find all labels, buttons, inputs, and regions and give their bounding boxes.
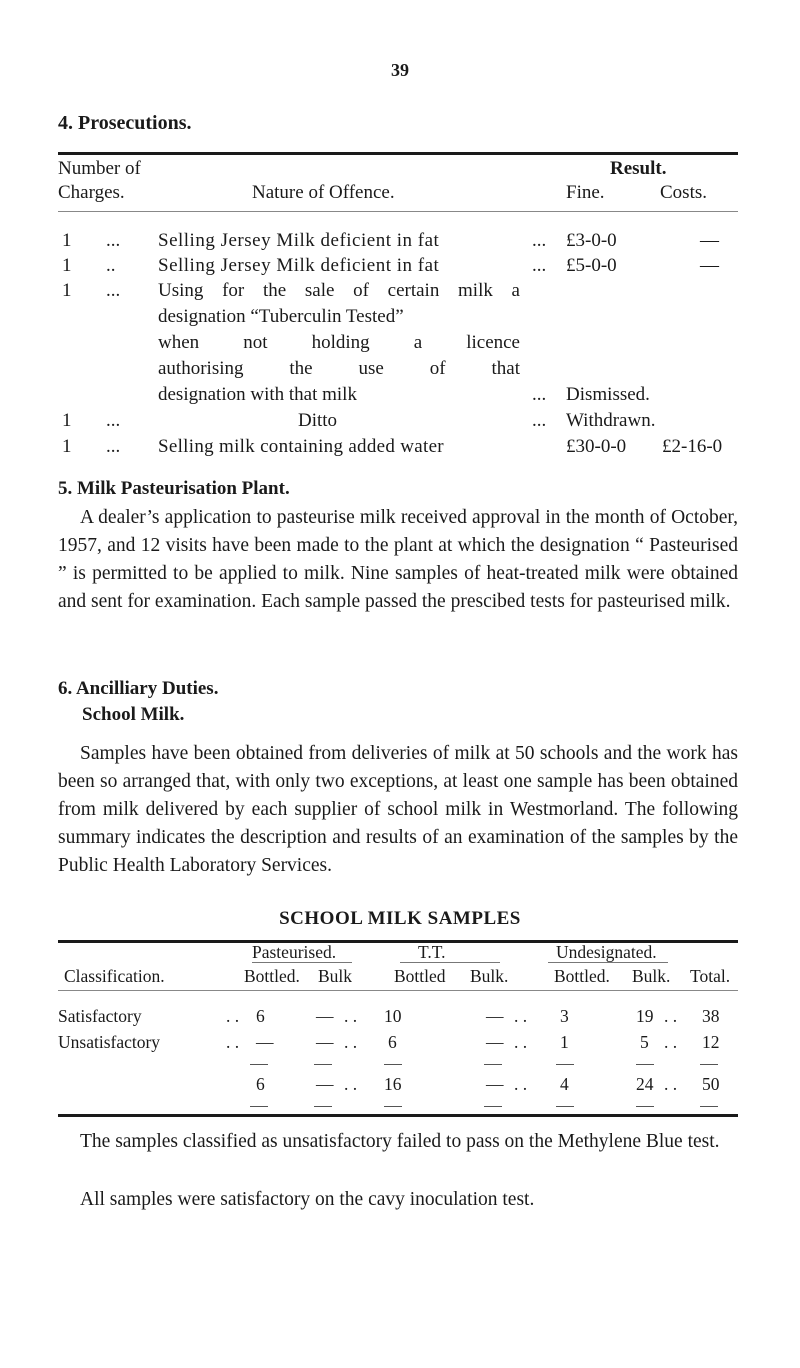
costs-header: Costs. (660, 182, 707, 203)
row-3-offence-line-4: authorising the use of that (158, 358, 520, 379)
pasteurised-header: Pasteurised. (252, 942, 337, 962)
number-of-header: Number of (58, 158, 141, 179)
sum-rule (700, 1064, 718, 1065)
samples-leader: . . (344, 1006, 358, 1026)
samples-leader: . . (664, 1032, 678, 1052)
total-rule (636, 1106, 654, 1107)
row-4-leader: ... (106, 410, 121, 431)
row-1-leader-2: ... (532, 230, 547, 251)
samples-leader: . . (226, 1006, 240, 1026)
satisfactory-u-bulk: 19 (636, 1006, 654, 1026)
row-2-fine: £5-0-0 (566, 255, 617, 276)
samples-leader: . . (226, 1032, 240, 1052)
total-t-bottled: 16 (384, 1074, 402, 1094)
row-3-leader: ... (106, 280, 121, 301)
samples-bottom-rule (58, 1114, 738, 1117)
sum-rule (384, 1064, 402, 1065)
total-p-bulk: — (316, 1074, 334, 1094)
row-3-count: 1 (62, 280, 72, 301)
total-u-bottled: 4 (560, 1074, 569, 1094)
total-rule (384, 1106, 402, 1107)
unsatisfactory-p-bottled: — (256, 1032, 274, 1052)
nature-header: Nature of Offence. (252, 182, 395, 203)
unsatisfactory-label: Unsatisfactory (58, 1032, 161, 1052)
row-2-leader: .. (106, 255, 116, 276)
t-bulk-header: Bulk. (470, 966, 509, 986)
prosecutions-heading: 4. Prosecutions. (58, 112, 192, 134)
row-4-leader-2: ... (532, 410, 547, 431)
row-3-offence-line-5: designation with that milk (158, 384, 357, 405)
tt-underline (400, 962, 500, 963)
row-1-leader: ... (106, 230, 121, 251)
p-bulk-header: Bulk (318, 966, 353, 986)
row-2-count: 1 (62, 255, 72, 276)
t-bottled-header: Bottled (394, 966, 446, 986)
row-3-offence-line-3: when not holding a licence (158, 332, 520, 353)
unsatisfactory-u-bulk: 5 (640, 1032, 649, 1052)
school-milk-subheading: School Milk. (82, 704, 185, 725)
row-1-offence: Selling Jersey Milk deficient in fat (158, 230, 440, 251)
sum-rule (636, 1064, 654, 1065)
total-rule (484, 1106, 502, 1107)
school-milk-title: SCHOOL MILK SAMPLES (279, 908, 521, 929)
unsatisfactory-t-bottled: 6 (388, 1032, 397, 1052)
pasteurised-underline (252, 962, 352, 963)
row-2-offence: Selling Jersey Milk deficient in fat (158, 255, 440, 276)
row-1-costs: — (700, 230, 719, 251)
cavy-note: All samples were satisfactory on the cavy inoculation test. (80, 1189, 535, 1210)
p-bottled-header: Bottled. (244, 966, 300, 986)
u-bulk-header: Bulk. (632, 966, 671, 986)
samples-header-rule (58, 990, 738, 991)
satisfactory-p-bottled: 6 (256, 1006, 265, 1026)
row-1-count: 1 (62, 230, 72, 251)
ancillary-heading: 6. Ancilliary Duties. (58, 678, 219, 699)
row-3-leader-2: ... (532, 384, 547, 405)
row-1-fine: £3-0-0 (566, 230, 617, 251)
samples-leader: . . (514, 1032, 528, 1052)
row-2-costs: — (700, 255, 719, 276)
sum-rule (484, 1064, 502, 1065)
row-4-result: Withdrawn. (566, 410, 656, 431)
undesignated-underline (548, 962, 668, 963)
fine-header: Fine. (566, 182, 605, 203)
tt-header: T.T. (418, 942, 446, 962)
unsatisfactory-t-bulk: — (486, 1032, 504, 1052)
charges-header: Charges. (58, 182, 125, 203)
table-top-rule (58, 152, 738, 155)
sum-rule (250, 1064, 268, 1065)
row-3-offence-line-1: Using for the sale of certain milk a (158, 280, 520, 301)
row-5-leader: ... (106, 436, 121, 457)
page-number: 39 (391, 60, 409, 80)
result-header: Result. (610, 158, 667, 179)
total-rule (556, 1106, 574, 1107)
total-rule (700, 1106, 718, 1107)
samples-leader: . . (344, 1074, 358, 1094)
row-2-leader-2: ... (532, 255, 547, 276)
satisfactory-t-bulk: — (486, 1006, 504, 1026)
samples-leader: . . (344, 1032, 358, 1052)
total-total: 50 (702, 1074, 720, 1094)
satisfactory-u-bottled: 3 (560, 1006, 569, 1026)
satisfactory-label: Satisfactory (58, 1006, 142, 1026)
unsatisfactory-u-bottled: 1 (560, 1032, 569, 1052)
row-3-offence-line-2: designation “Tuberculin Tested” (158, 306, 404, 327)
unsatisfactory-p-bulk: — (316, 1032, 334, 1052)
sum-rule (314, 1064, 332, 1065)
total-t-bulk: — (486, 1074, 504, 1094)
row-3-result: Dismissed. (566, 384, 650, 405)
samples-leader: . . (514, 1074, 528, 1094)
classification-header: Classification. (64, 966, 165, 986)
total-header: Total. (690, 966, 731, 986)
unsatisfactory-total: 12 (702, 1032, 720, 1052)
ancillary-paragraph: Samples have been obtained from deliveries of milk at 50 schools and the work has been so arranged that, with only two exceptions, at least one sample has been obtained from milk delivered by each supplier of school milk in Westmorland. The following summary indicates the description and results of an examination of the samples by the Public Health Laboratory Services. (58, 743, 738, 876)
row-5-costs: £2-16-0 (662, 436, 723, 457)
header-rule (58, 211, 738, 212)
satisfactory-t-bottled: 10 (384, 1006, 402, 1026)
sum-rule (556, 1064, 574, 1065)
row-5-count: 1 (62, 436, 72, 457)
row-5-fine: £30-0-0 (566, 436, 627, 457)
total-u-bulk: 24 (636, 1074, 654, 1094)
methylene-note: The samples classified as unsatisfactory failed to pass on the Methylene Blue test. (80, 1131, 720, 1152)
row-5-offence: Selling milk containing added water (158, 436, 444, 457)
row-4-offence: Ditto (298, 410, 338, 431)
row-4-count: 1 (62, 410, 72, 431)
pasteurisation-paragraph: A dealer’s application to pasteurise milk received approval in the month of October, 1957, and 12 visits have been made to the plant at which the designation “ Pasteurised ” is permitted to be applied to milk. Nine samples of heat-treated milk were obtained and sent for examination. Each sample passed the prescibed tests for pasteurised milk. (58, 507, 738, 612)
total-rule (250, 1106, 268, 1107)
total-rule (314, 1106, 332, 1107)
samples-leader: . . (664, 1074, 678, 1094)
samples-leader: . . (514, 1006, 528, 1026)
satisfactory-p-bulk: — (316, 1006, 334, 1026)
undesignated-header: Undesignated. (556, 942, 657, 962)
satisfactory-total: 38 (702, 1006, 720, 1026)
samples-leader: . . (664, 1006, 678, 1026)
u-bottled-header: Bottled. (554, 966, 610, 986)
total-p-bottled: 6 (256, 1074, 265, 1094)
pasteurisation-heading: 5. Milk Pasteurisation Plant. (58, 478, 290, 499)
